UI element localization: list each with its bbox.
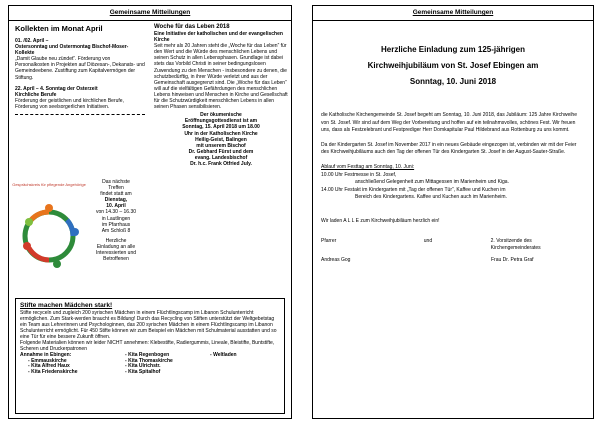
right-header: Gemeinsame Mitteilungen <box>313 6 593 21</box>
signature-row2 <box>321 257 583 265</box>
annahme-label: Annahme in Ebingen: <box>20 352 72 358</box>
meeting-place3: Am Schloß 8 <box>101 227 131 234</box>
divider <box>15 114 145 115</box>
kollekten-block2-heading: 22. April – 4. Sonntag der Osterzeit <box>15 85 98 92</box>
left-page <box>8 5 292 419</box>
gottesdienst-info <box>154 112 288 167</box>
people-circle-icon <box>12 176 86 284</box>
meeting-day: Dienstag, <box>104 197 128 204</box>
sig-vorsitz: 2. Vorsitzende des Kirchengemeinderates <box>490 237 541 252</box>
kollekten-block1-text: „Damit Glaube neu zündet“. Förderung von Personalkosten in Projekten auf Diözesan-, Dekanats- und Gemeindeebene. Zustiftung zum Kapitalvermögen der Stiftung. <box>15 56 145 81</box>
jubilaeum-title <box>323 42 583 90</box>
right-page <box>312 5 594 419</box>
meeting-line3: findet statt am <box>100 191 132 198</box>
title-line2: Kirchweihjubiläum von St. Josef Ebingen am <box>367 61 539 70</box>
left-header: Gemeinsame Mitteilungen <box>9 6 291 21</box>
gd-line5: Heilig-Geist, Balingen <box>195 136 247 143</box>
title-line1: Herzliche Einladung zum 125-jährigen <box>380 45 526 54</box>
stifte-box <box>15 298 285 414</box>
ablauf-line2: 14.00 Uhr Festakt im Kindergarten mit „Tag der offenen Tür“, Kaffee und Kuchen im <box>321 186 506 193</box>
list-item: - Kita Ulrichstr. <box>125 363 161 370</box>
list-item: - Kita Thomaskirche <box>125 357 173 364</box>
sig-pfarrer: Pfarrer <box>321 237 337 244</box>
meeting-info <box>85 179 147 262</box>
stifte-text2: Folgende Materialien können wir leider NICHT annehmen: Klebestifte, Radiergummis, Lineale, Bleistifte, Buntstifte, Scheren und Druckerpatronen <box>20 340 275 352</box>
gd-line3: Sonntag, 15. April 2018 um 18.00 <box>182 124 260 131</box>
kollekten-section <box>15 24 145 119</box>
list-item: - Kita Spitalhof <box>125 368 161 375</box>
kollekten-block1-heading: 01. /02. April – <box>15 38 49 44</box>
gd-line4: Uhr in der Katholischen Kirche <box>184 130 258 137</box>
meeting-time: von 14.30 – 16.30 <box>95 209 137 216</box>
meeting-invite4: Betroffenen <box>103 256 129 263</box>
meeting-line2: Treffen <box>108 185 124 192</box>
sig-name2: Frau Dr. Petra Graf <box>491 256 534 263</box>
stifte-heading: Stifte machen Mädchen stark! <box>20 302 113 309</box>
title-line3: Sonntag, 10. Juni 2018 <box>409 77 497 86</box>
ablauf-line2b: Bereich des Kindergartens. Kaffee und Kuchen auch im Marienheim. <box>355 194 507 201</box>
annahme-list <box>20 353 280 375</box>
kindergarten-paragraph: Da der Kindergarten St. Josef im November 2017 in ein neues Gebäude eingezogen ist, verbinden wir mit der Feier des Kirchweihjubiläums auch den Tag der offenen Tür des Kindergarten St. Josef in der August-Sauter-Straße. <box>321 141 577 156</box>
list-item: - Emmauskirche <box>28 357 67 364</box>
leben-section <box>154 24 288 167</box>
gd-line6: mit unserem Bischof <box>196 142 246 149</box>
right-body <box>321 112 583 264</box>
ablauf-heading: Ablauf vom Festtag am Sonntag, 10. Juni: <box>321 163 415 170</box>
meeting-line1: Das nächste <box>102 179 130 185</box>
list-item: - Kita Friedenskirche <box>28 368 78 375</box>
gd-line2: Eröffnungsgottesdienst ist am <box>184 118 258 125</box>
gd-line7: Dr. Gebhard Fürst und dem <box>188 148 254 155</box>
kollekten-block1-sub: Ostersonntag und Ostermontag Bischof-Moser-Kollekte <box>15 44 129 57</box>
invite-line: Wir laden A L L E zum Kirchweihjubiläum herzlich ein! <box>321 217 440 224</box>
image-caption: Gesprächskreis für pflegende Angehörige <box>12 182 86 187</box>
leben-heading: Woche für das Leben 2018 <box>154 24 230 30</box>
meeting-place1: in Lautlingen <box>101 215 131 222</box>
signature-row1 <box>321 238 583 253</box>
intro-paragraph: die Katholische Kirchengemeinde St. Josef begeht am Sonntag, 10. Juni 2018, das Jubiläum: 125 Jahre Kirchweihe von St. Josef. Wir sind auf dem Weg der Vorbereitung und hoffen auf ein teilnahmsvolles, schönes Fest. Wir freuen uns, dass als Festzelebrant und Festprediger Herr Domkapitular Paul Hildebrand aus Rottenburg zu uns kommt. <box>321 112 577 134</box>
leben-sub: Eine Initiative der katholischen und der evangelischen Kirche <box>154 31 283 44</box>
gd-line9: Dr. h.c. Frank Otfried July. <box>190 160 252 167</box>
list-item: - Weltladen <box>210 352 237 358</box>
list-item: - Kita Regenbogen <box>125 352 170 358</box>
ablauf-line1b: anschließend Gelegenheit zum Mittagessen im Marienheim und Kiga. <box>355 179 509 186</box>
kollekten-block2-sub: Kirchliche Berufe <box>15 91 57 98</box>
list-item: - Kita Alfred Haux <box>28 363 70 370</box>
leben-text: Seit mehr als 20 Jahren steht die „Woche für das Leben“ für den Wert und die Würde des menschlichen Lebens und seinen Schutz in allen Lebensphasen. Grundlage ist dabei stets das Vorbild Christi in seiner bedingungslosen Zuwendung zu den Menschen - insbesondere zu denen, die schutzbedürftig, in ihrer Würde verletzt und aus der Gemeinschaft ausgegrenzt sind. Die „Woche für das Leben“ will auf die vielfältigen Gefährdungen des menschlichen Lebens hinweisen und Menschen in Kirche und Gesellschaft für die Schutzwürdigkeit menschlichen Lebens in allen seinen Phasen sensibilisieren. <box>154 43 288 111</box>
meeting-date: 10. April <box>106 203 126 210</box>
ablauf-line1: 10.00 Uhr Festmesse in St. Josef, <box>321 171 397 178</box>
gd-line8: evang. Landesbischof <box>194 154 248 161</box>
meeting-invite3: Interessierten und <box>95 250 137 257</box>
sig-und: und <box>423 237 433 244</box>
sig-name1: Andreas Gog <box>321 256 351 263</box>
stifte-text1: Stifte recyceln und zugleich 200 syrischen Mädchen in einem Flüchtlingscamp im Libanon Schulunterricht ermöglichen. Zum Stark-werden braucht es Bildung! Durch das Recycling von Stiften unterstützt der Weltgebetstag ein Team aus Lehrerinnen und Psychologinnen, das 200 syrischen Mädchen in einem Flüchtlingscamp im Libanon Schulunterricht ermöglicht. Für 450 Stifte können wir zum Beispiel ein Mädchen mit Schulmaterial ausstatten und so eine Tür für eine bessere Zukunft öffnen. <box>20 310 277 340</box>
kollekten-heading: Kollekten im Monat April <box>15 24 103 33</box>
meeting-place2: im Pfarrhaus <box>101 221 131 228</box>
care-group-image <box>12 176 86 284</box>
meeting-invite2: Einladung an alle <box>96 243 136 250</box>
gd-line1: Der ökumenische <box>200 112 242 119</box>
meeting-invite1: Herzliche <box>105 237 127 244</box>
kollekten-block2-text: Förderung der geistlichen und kirchlichen Berufe, Förderung von seelsorgerlichen Initiativen. <box>15 97 124 110</box>
